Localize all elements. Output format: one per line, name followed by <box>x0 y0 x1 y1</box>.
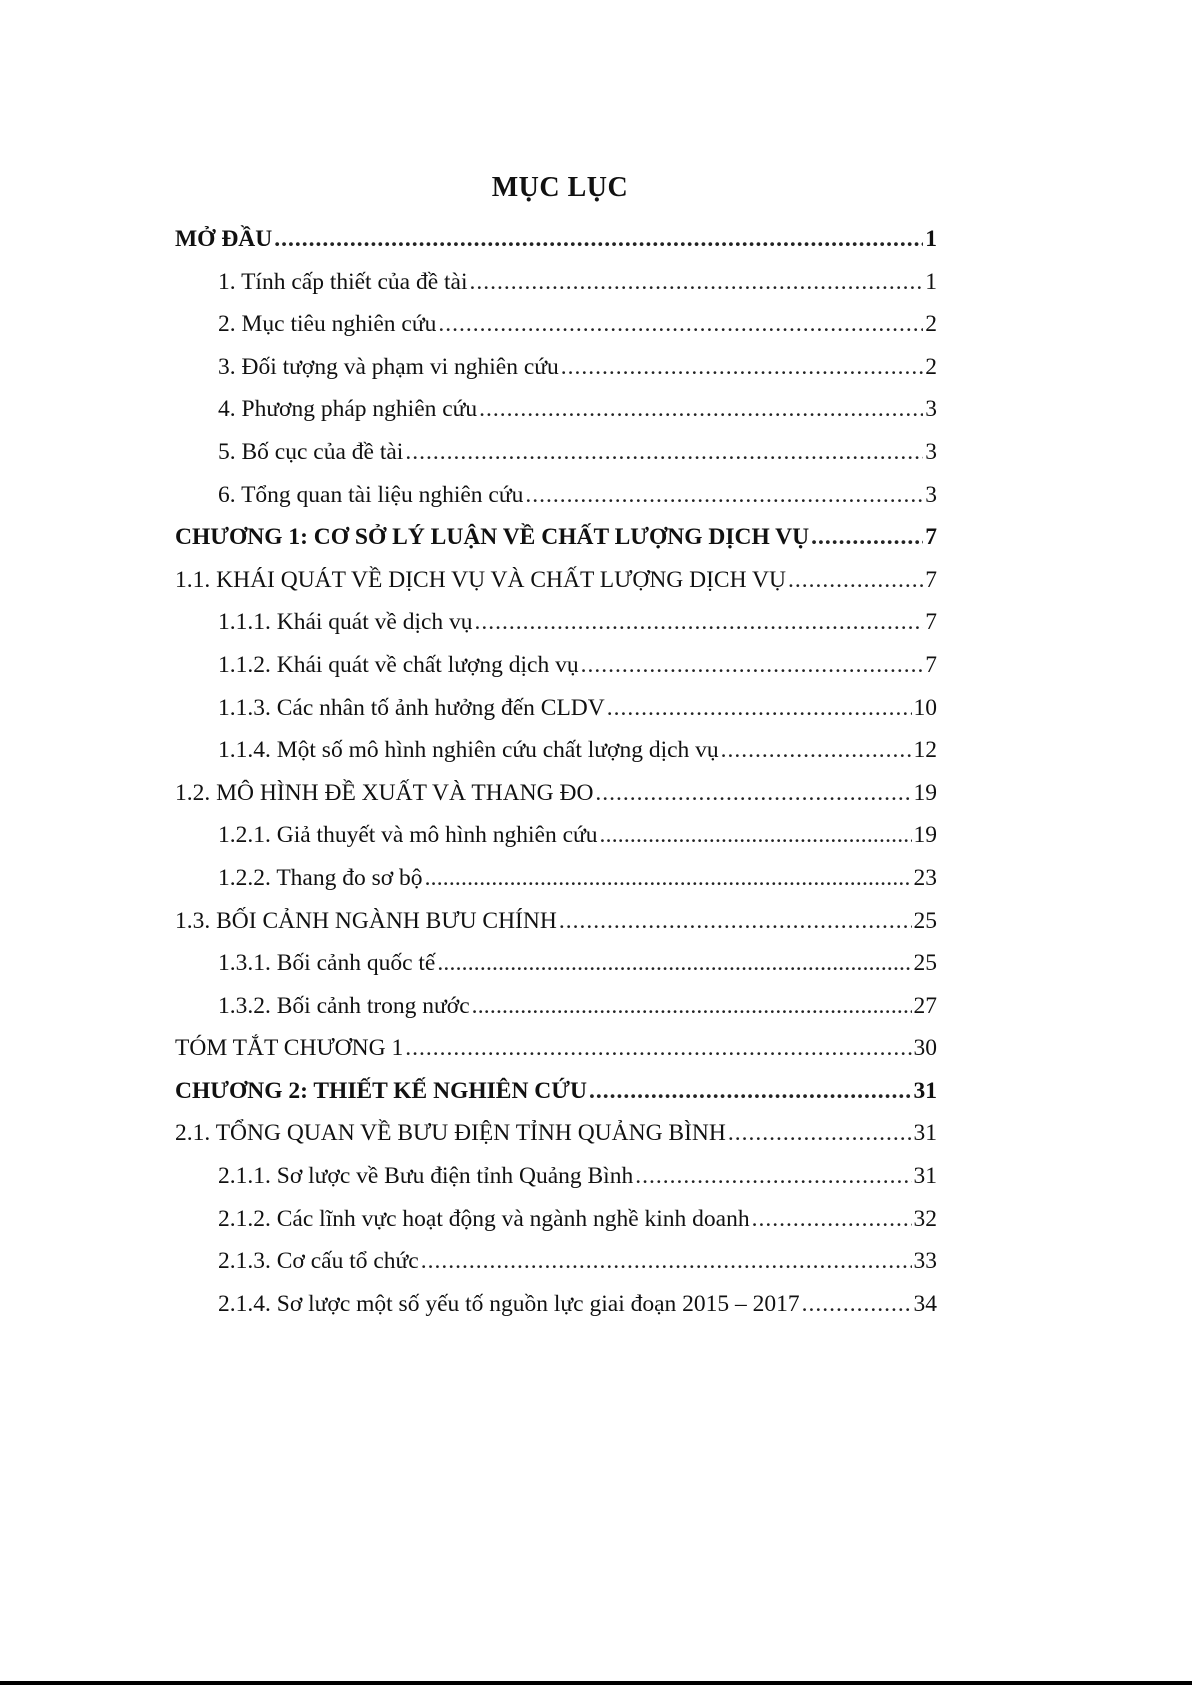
toc-entry-text: 4. Phương pháp nghiên cứu <box>218 396 478 423</box>
bottom-border <box>0 1681 1192 1685</box>
toc-page-number: 31 <box>913 1077 937 1104</box>
toc-page-number: 7 <box>925 566 937 593</box>
toc-page-number: 7 <box>925 524 937 551</box>
toc-page-number: 10 <box>913 694 937 721</box>
toc-page-number: 3 <box>925 481 937 508</box>
toc-entry-text: 1.1.1. Khái quát về dịch vụ <box>218 609 473 636</box>
toc-entry-text: 2.1.3. Cơ cấu tổ chức <box>218 1248 419 1275</box>
toc-page-number: 19 <box>913 779 937 806</box>
toc-entry[interactable] <box>175 900 937 943</box>
dot-leader <box>438 303 923 346</box>
toc-entry[interactable] <box>175 687 937 730</box>
toc-entry[interactable] <box>175 942 937 985</box>
toc-entry-text: 1.2.1. Giả thuyết và mô hình nghiên cứu <box>218 822 598 849</box>
toc-entry-text: 1.1.4. Một số mô hình nghiên cứu chất lượng dịch vụ <box>218 737 719 764</box>
toc-entry[interactable] <box>175 261 937 304</box>
table-of-contents <box>175 218 937 1325</box>
toc-entry[interactable] <box>175 1283 937 1326</box>
toc-entry[interactable] <box>175 772 937 815</box>
toc-entry[interactable] <box>175 857 937 900</box>
toc-page-number: 25 <box>913 907 937 934</box>
dot-leader <box>752 1198 912 1241</box>
toc-entry-text: 2.1.1. Sơ lược về Bưu điện tỉnh Quảng Bình <box>218 1163 634 1190</box>
dot-leader <box>405 1027 911 1070</box>
dot-leader <box>274 218 923 261</box>
toc-entry[interactable] <box>175 1198 937 1241</box>
toc-entry-text: 5. Bố cục của đề tài <box>218 438 404 465</box>
dot-leader <box>472 985 912 1028</box>
toc-page-number: 34 <box>913 1290 937 1317</box>
toc-entry[interactable] <box>175 1240 937 1283</box>
toc-page-number: 33 <box>913 1248 937 1275</box>
dot-leader <box>405 431 923 474</box>
toc-entry[interactable] <box>175 474 937 517</box>
dot-leader <box>581 644 924 687</box>
toc-entry-text: 2. Mục tiêu nghiên cứu <box>218 311 437 338</box>
toc-entry[interactable] <box>175 601 937 644</box>
dot-leader <box>421 1240 912 1283</box>
toc-entry[interactable] <box>175 1027 937 1070</box>
toc-entry[interactable] <box>175 1070 937 1113</box>
toc-entry-text: 1.3.1. Bối cảnh quốc tế <box>218 950 436 977</box>
dot-leader <box>475 601 924 644</box>
toc-entry[interactable] <box>175 814 937 857</box>
toc-entry-text: 1.1.3. Các nhân tố ảnh hưởng đến CLDV <box>218 694 605 721</box>
dot-leader <box>600 814 912 857</box>
toc-page-number: 2 <box>925 311 937 338</box>
toc-entry[interactable] <box>175 985 937 1028</box>
toc-entry[interactable] <box>175 388 937 431</box>
dot-leader <box>425 857 912 900</box>
dot-leader <box>788 559 923 602</box>
toc-page-number: 3 <box>925 438 937 465</box>
dot-leader <box>525 474 923 517</box>
toc-entry-text: 1.2. MÔ HÌNH ĐỀ XUẤT VÀ THANG ĐO <box>175 779 594 806</box>
toc-page-number: 30 <box>913 1035 937 1062</box>
toc-entry-text: 1. Tính cấp thiết của đề tài <box>218 268 468 295</box>
toc-page-number: 31 <box>913 1120 937 1147</box>
dot-leader <box>589 1070 912 1113</box>
toc-entry-text: 2.1.4. Sơ lược một số yếu tố nguồn lực giai đoạn 2015 – 2017 <box>218 1290 800 1317</box>
toc-page-number: 1 <box>925 226 937 252</box>
page-title: MỤC LỤC <box>491 172 629 203</box>
dot-leader <box>635 1155 911 1198</box>
toc-entry-text: 2.1. TỔNG QUAN VỀ BƯU ĐIỆN TỈNH QUẢNG BÌNH <box>175 1120 726 1147</box>
dot-leader <box>559 900 912 943</box>
toc-page-number: 3 <box>925 396 937 423</box>
toc-entry[interactable] <box>175 1112 937 1155</box>
toc-page-number: 12 <box>913 737 937 764</box>
toc-entry-text: 2.1.2. Các lĩnh vực hoạt động và ngành nghề kinh doanh <box>218 1205 750 1232</box>
toc-entry-text: 1.1. KHÁI QUÁT VỀ DỊCH VỤ VÀ CHẤT LƯỢNG DỊCH VỤ <box>175 566 786 593</box>
toc-entry[interactable] <box>175 729 937 772</box>
toc-entry-text: MỞ ĐẦU <box>175 226 273 252</box>
toc-entry-text: 1.1.2. Khái quát về chất lượng dịch vụ <box>218 651 579 678</box>
toc-entry[interactable] <box>175 431 937 474</box>
toc-page-number: 7 <box>925 609 937 636</box>
dot-leader <box>802 1283 912 1326</box>
toc-page-number: 1 <box>925 268 937 295</box>
toc-entry-text: TÓM TẮT CHƯƠNG 1 <box>175 1035 404 1062</box>
dot-leader <box>728 1112 912 1155</box>
toc-page-number: 19 <box>913 822 937 849</box>
toc-page-number: 7 <box>925 651 937 678</box>
toc-entry-text: CHƯƠNG 2: THIẾT KẾ NGHIÊN CỨU <box>175 1077 587 1104</box>
dot-leader <box>811 516 923 559</box>
toc-entry[interactable] <box>175 218 937 261</box>
dot-leader <box>470 261 924 304</box>
toc-page-number: 31 <box>913 1163 937 1190</box>
toc-entry[interactable] <box>175 346 937 389</box>
dot-leader <box>607 687 912 730</box>
toc-entry-text: CHƯƠNG 1: CƠ SỞ LÝ LUẬN VỀ CHẤT LƯỢNG DỊCH VỤ <box>175 524 810 551</box>
toc-entry[interactable] <box>175 516 937 559</box>
dot-leader <box>561 346 924 389</box>
toc-entry[interactable] <box>175 644 937 687</box>
toc-page-number: 32 <box>913 1205 937 1232</box>
toc-page-number: 25 <box>913 950 937 977</box>
toc-entry[interactable] <box>175 559 937 602</box>
dot-leader <box>437 942 911 985</box>
toc-entry-text: 6. Tổng quan tài liệu nghiên cứu <box>218 481 524 508</box>
toc-entry[interactable] <box>175 303 937 346</box>
toc-page-number: 27 <box>913 992 937 1019</box>
toc-entry[interactable] <box>175 1155 937 1198</box>
dot-leader <box>479 388 923 431</box>
toc-entry-text: 1.3.2. Bối cảnh trong nước <box>218 992 470 1019</box>
toc-page-number: 23 <box>913 864 937 891</box>
dot-leader <box>721 729 912 772</box>
dot-leader <box>595 772 911 815</box>
toc-entry-text: 1.3. BỐI CẢNH NGÀNH BƯU CHÍNH <box>175 907 557 934</box>
toc-page-number: 2 <box>925 353 937 380</box>
toc-entry-text: 1.2.2. Thang đo sơ bộ <box>218 864 423 891</box>
toc-entry-text: 3. Đối tượng và phạm vi nghiên cứu <box>218 353 559 380</box>
